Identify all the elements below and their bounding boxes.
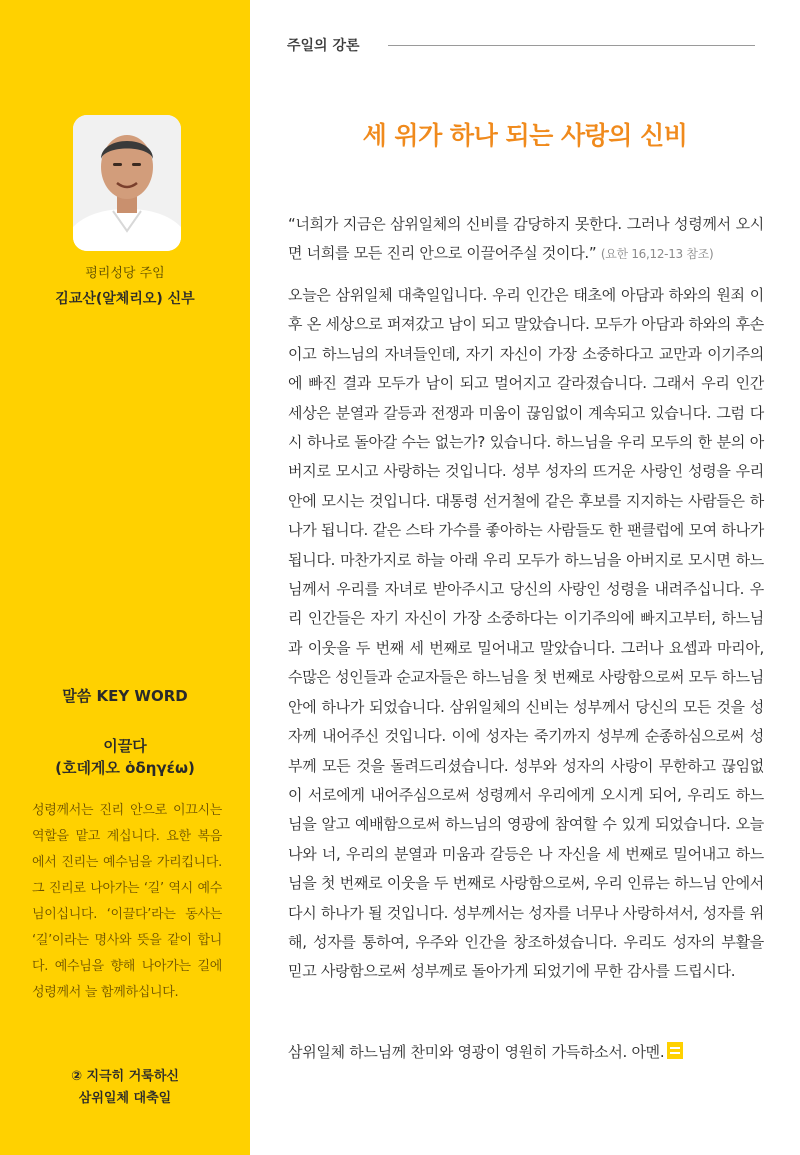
article-body: 오늘은 삼위일체 대축일입니다. 우리 인간은 태초에 아담과 하와의 원죄 이후 온 세상으로 퍼져갔고 남이 되고 말았습니다. 모두가 아담과 하와의 후손이고 하느님의 자녀들인데, 자기 자신이 가장 소중하다고 교만과 이기주의에 빠진 결과 모두가 남이 되고 멀어지고 갈라졌습니다. 그래서 우리 인간 세상은 분열과 갈등과 전쟁과 미움이 끊임없이 계속되고 있습니다. 그럼 다시 하나로 돌아갈 수는 없는가? 있습니다. 하느님을 우리 모두의 한 분의 아버지로 모시고 사랑하는 것입니다. 성부 성자의 뜨거운 사랑인 성령을 우리 안에 모시는 것입니다. 대통령 선거철에 같은 후보를 지지하는 사람들은 하나가 됩니다. 같은 스타 가수를 좋아하는 사람들도 한 팬클럽에 모여 하나가 됩니다. 마찬가지로 하늘 아래 우리 모두가 하느님을 아버지로 모시면 하느님께서 우리를 자녀로 받아주시고 당신의 사랑인 성령을 내려주십니다. 우리 인간들은 자기 자신이 가장 소중하다는 이기주의에 빠지고부터, 하느님과 이웃을 두 번째 세 번째로 밀어내고 말았습니다. 그러나 요셉과 마리아, 수많은 성인들과 순교자들은 하느님을 첫 번째로 사랑함으로써 모두 하느님 안에 하나가 되었습니다. 삼위일체의 신비는 성부께서 당신의 모든 것을 성자께 내어주신 것입니다. 이에 성자는 죽기까지 성부께 순종하심으로써 성부께 모든 것을 돌려드리셨습니다. 성부와 성자의 사랑이 무한하고 끊임없이 서로에게 내어주심으로써 성령께서 우리에게 오시게 되어, 우리도 하느님을 알고 예배함으로써 하느님의 영광에 참여할 수 있게 되었습니다. 오늘 나와 너, 우리의 분열과 미움과 갈등은 나 자신을 세 번째로 밀어내고 하느님을 첫 번째로 이웃을 두 번째로 사랑함으로써, 우리 인류는 하느님 안에서 다시 하나가 될 것입니다. 성부께서는 성자를 너무나 사랑하셔서, 성자를 위해, 성자를 통하여, 우주와 인간을 창조하셨습니다. 우리도 성자의 부활을 믿고 사랑함으로써 성부께로 돌아가게 되었기에 무한 감사를 드립시다. xyxy=(288,286,764,981)
scripture-quote xyxy=(288,210,764,269)
closing-prayer-text: 삼위일체 하느님께 찬미와 영광이 영원히 가득하소서. 아멘. xyxy=(288,1043,665,1061)
closing-prayer xyxy=(288,1038,764,1067)
author-photo xyxy=(73,115,181,251)
end-mark-icon xyxy=(667,1042,683,1059)
keyword-heading: 말씀 KEY WORD xyxy=(62,687,188,705)
scripture-reference: (요한 16,12-13 참조) xyxy=(600,247,714,261)
author-name: 김교산(알체리오) 신부 xyxy=(55,291,195,307)
article-title: 세 위가 하나 되는 사랑의 신비 xyxy=(362,121,688,150)
feast-caption xyxy=(0,1066,250,1110)
author-parish: 평리성당 주임 xyxy=(85,266,165,281)
section-label: 주일의 강론 xyxy=(287,38,360,54)
keyword-origin: (호데게오 ὁδηγέω) xyxy=(55,759,195,777)
sidebar xyxy=(0,0,250,1155)
feast-caption-line1: ② 지극히 거룩하신 xyxy=(71,1069,179,1084)
keyword-description: 성령께서는 진리 안으로 이끄시는 역할을 맡고 계십니다. 요한 복음에서 진리는 예수님을 가리킵니다. 그 진리로 나아가는 ‘길’ 역시 예수님이십니다. ‘이끌다’라는 동사는 ‘길’이라는 명사와 뜻을 같이 합니다. 예수님을 향해 나아가는 길에 성령께서 늘 함께하십니다. xyxy=(32,803,222,1000)
scripture-quote-text: “너희가 지금은 삼위일체의 신비를 감당하지 못한다. 그러나 성령께서 오시면 너희를 모든 진리 안으로 이끌어주실 것이다.” xyxy=(288,215,764,262)
keyword-word: 이끌다 xyxy=(103,737,147,755)
header-divider xyxy=(388,45,755,46)
feast-caption-line2: 삼위일체 대축일 xyxy=(78,1091,172,1106)
